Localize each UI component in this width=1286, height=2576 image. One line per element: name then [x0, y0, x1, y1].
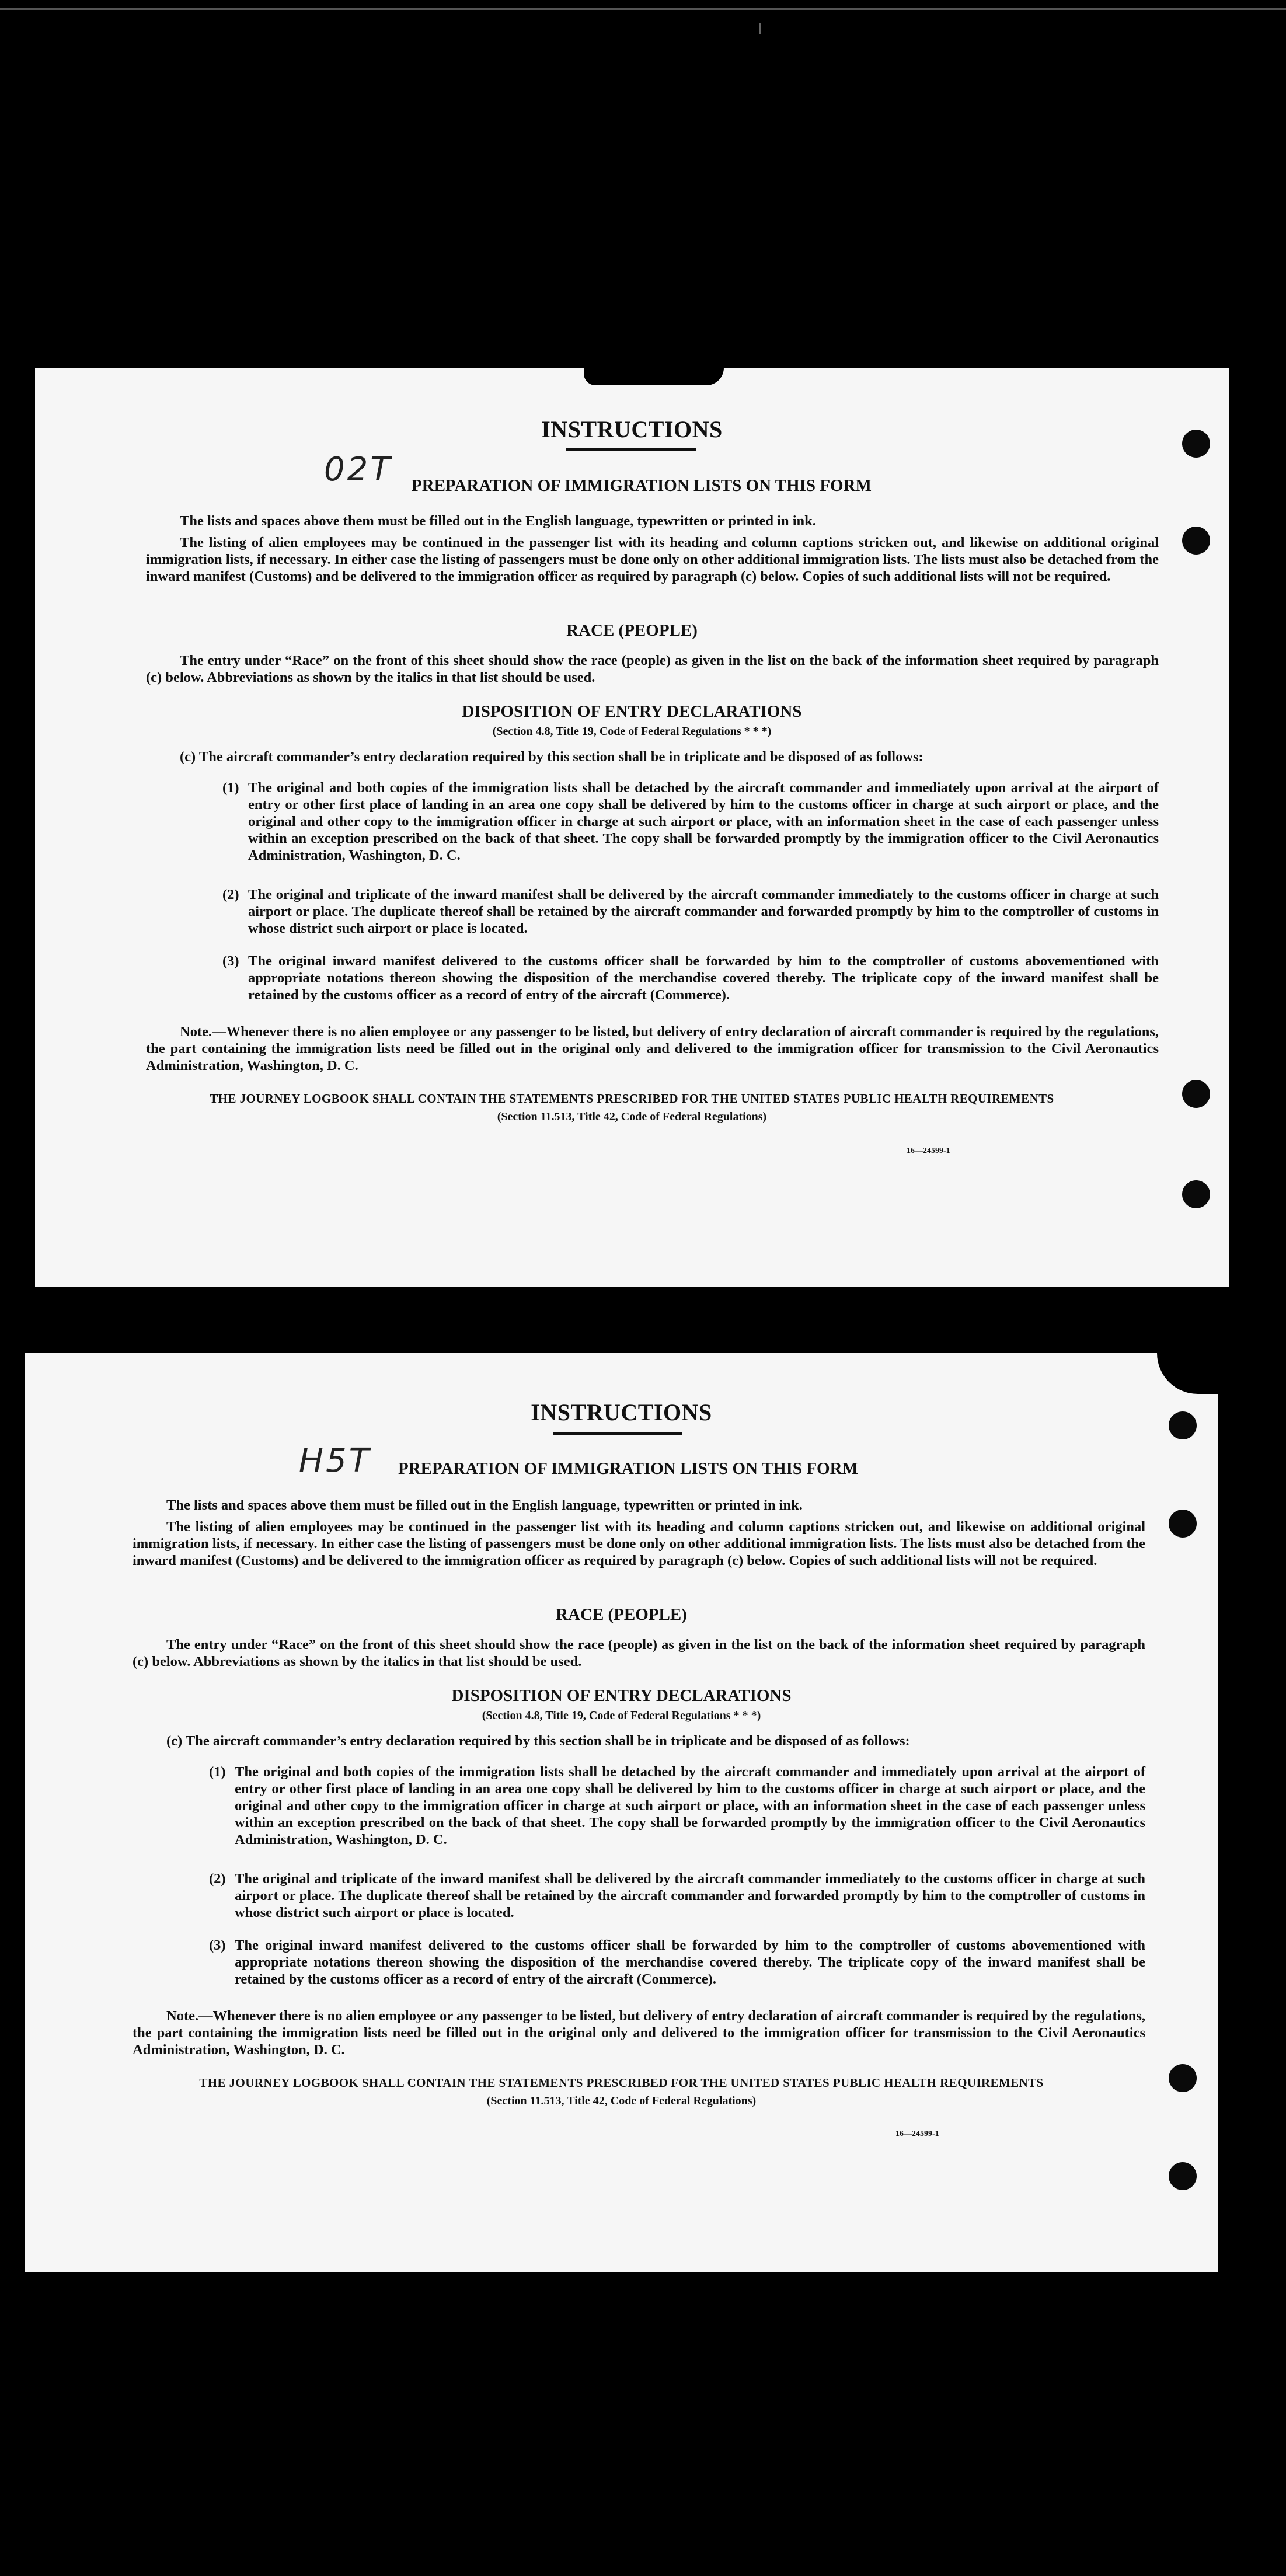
- instruction-sheet-top: [35, 368, 1229, 1287]
- regulation-citation: (Section 4.8, Title 19, Code of Federal Regulations * * *): [482, 1709, 761, 1722]
- section-heading-disposition: DISPOSITION OF ENTRY DECLARATIONS: [451, 1686, 792, 1705]
- list-item: [209, 1763, 1145, 1848]
- item-number: (3): [222, 953, 239, 969]
- item-number: (2): [209, 1871, 226, 1887]
- logbook-citation: (Section 11.513, Title 42, Code of Federal Regulations): [486, 2094, 757, 2107]
- section-heading-race: RACE (PEOPLE): [566, 621, 698, 640]
- list-item: [209, 1870, 1145, 1921]
- punch-hole: [1169, 2162, 1197, 2190]
- list-item: [222, 779, 1159, 864]
- list-item: [222, 953, 1159, 1003]
- item-text: The original and both copies of the immigration lists shall be detached by the aircraft commander and immediately upon arrival at the airport of entry or other first place of landing in an area one copy shall be delivered by him to the customs officer in charge at such airport or place, and the original and other copy to the immigration officer in charge at such airport or place, with an information sheet in the case of each passenger unless within an exception prescribed on the back of that sheet. The copy shall be forwarded promptly by the immigration officer to the Civil Aeronautics Administration, Washington, D. C.: [248, 780, 1159, 863]
- punch-hole: [1169, 1510, 1197, 1538]
- item-number: (1): [209, 1764, 226, 1780]
- section-heading-preparation: PREPARATION OF IMMIGRATION LISTS ON THIS FORM: [398, 1459, 858, 1478]
- paragraph-c-intro: (c) The aircraft commander’s entry declaration required by this section shall be in triplicate and be disposed of as follows:: [180, 749, 923, 765]
- section-heading-race: RACE (PEOPLE): [556, 1605, 687, 1624]
- paragraph-alien-employees: The listing of alien employees may be continued in the passenger list with its heading and column captions stricken out, and likewise on additional original immigration lists, if necessary. In either case the listing of passengers must be done only on other additional immigration lists. The lists must also be detached from the inward manifest (Customs) and be delivered to the immigration officer as required by paragraph (c) below. Copies of such additional lists will not be required.: [133, 1519, 1145, 1568]
- item-text: The original and triplicate of the inward manifest shall be delivered by the aircraft commander immediately to the customs officer in charge at such airport or place. The duplicate thereof shall be retained by the aircraft commander and forwarded promptly by him to the comptroller of customs in whose district such airport or place is located.: [235, 1871, 1145, 1920]
- paragraph-lists: The lists and spaces above them must be filled out in the English language, typewritten or printed in ink.: [180, 513, 816, 529]
- paragraph-alien-employees: The listing of alien employees may be continued in the passenger list with its heading and column captions stricken out, and likewise on additional original immigration lists, if necessary. In either case the listing of passengers must be done only on other additional immigration lists. The lists must also be detached from the inward manifest (Customs) and be delivered to the immigration officer as required by paragraph (c) below. Copies of such additional lists will not be required.: [146, 535, 1159, 584]
- logbook-statement: THE JOURNEY LOGBOOK SHALL CONTAIN THE STATEMENTS PRESCRIBED FOR THE UNITED STATES PUBLIC HEALTH REQUIREMENTS: [210, 1092, 1054, 1106]
- logbook-citation: (Section 11.513, Title 42, Code of Federal Regulations): [497, 1110, 767, 1123]
- item-text: The original and both copies of the immigration lists shall be detached by the aircraft commander and immediately upon arrival at the airport of entry or other first place of landing in an area one copy shall be delivered by him to the customs officer in charge at such airport or place, and the original and other copy to the immigration officer in charge at such airport or place, with an information sheet in the case of each passenger unless within an exception prescribed on the back of that sheet. The copy shall be forwarded promptly by the immigration officer to the Civil Aeronautics Administration, Washington, D. C.: [235, 1764, 1145, 1848]
- section-heading-disposition: DISPOSITION OF ENTRY DECLARATIONS: [462, 702, 802, 721]
- list-item: [209, 1937, 1145, 1988]
- paragraph-race: The entry under “Race” on the front of this sheet should show the race (people) as given in the list on the back of the information sheet required by paragraph (c) below. Abbreviations as shown by the italics in that list should be used.: [133, 1637, 1145, 1669]
- section-heading-preparation: PREPARATION OF IMMIGRATION LISTS ON THIS FORM: [412, 476, 872, 495]
- paragraph-c-intro: (c) The aircraft commander’s entry declaration required by this section shall be in triplicate and be disposed of as follows:: [166, 1733, 910, 1749]
- item-number: (1): [222, 780, 239, 796]
- logbook-statement: THE JOURNEY LOGBOOK SHALL CONTAIN THE STATEMENTS PRESCRIBED FOR THE UNITED STATES PUBLIC HEALTH REQUIREMENTS: [199, 2076, 1044, 2090]
- torn-edge: [584, 368, 724, 385]
- form-number: 16—24599-1: [907, 1146, 950, 1155]
- paragraph-note: Note.—Whenever there is no alien employee or any passenger to be listed, but delivery of entry declaration of aircraft commander is required by the regulations, the part containing the immigration lists need be filled out in the original only and delivered to the immigration officer for transmission to the Civil Aeronautics Administration, Washington, D. C.: [133, 2008, 1145, 2058]
- paragraph-lists: The lists and spaces above them must be filled out in the English language, typewritten or printed in ink.: [166, 1497, 803, 1513]
- scanner-top-rule: [0, 8, 1286, 10]
- regulation-citation: (Section 4.8, Title 19, Code of Federal Regulations * * *): [492, 725, 772, 738]
- page-title: INSTRUCTIONS: [531, 1399, 712, 1425]
- torn-corner: [1157, 1353, 1218, 1394]
- item-number: (2): [222, 887, 239, 902]
- item-number: (3): [209, 1937, 226, 1953]
- title-underline: [553, 1432, 682, 1435]
- item-text: The original and triplicate of the inward manifest shall be delivered by the aircraft commander immediately to the customs officer in charge at such airport or place. The duplicate thereof shall be retained by the aircraft commander and forwarded promptly by him to the comptroller of customs in whose district such airport or place is located.: [248, 887, 1159, 936]
- scanner-speck: [759, 23, 761, 34]
- punch-hole: [1182, 1180, 1210, 1208]
- page-title: INSTRUCTIONS: [541, 416, 723, 442]
- form-number: 16—24599-1: [895, 2129, 939, 2138]
- handwritten-mark: H5T: [299, 1442, 371, 1480]
- punch-hole: [1182, 527, 1210, 555]
- title-underline: [566, 448, 696, 451]
- scanner-top-border: [0, 0, 1286, 257]
- paragraph-race: The entry under “Race” on the front of this sheet should show the race (people) as given in the list on the back of the information sheet required by paragraph (c) below. Abbreviations as shown by the italics in that list should be used.: [146, 653, 1159, 685]
- handwritten-mark: 02T: [324, 451, 393, 489]
- instruction-sheet-bottom: [25, 1353, 1218, 2272]
- item-text: The original inward manifest delivered to the customs officer shall be forwarded by him to the comptroller of customs abovementioned with appropriate notations thereon showing the disposition of the merchandise covered thereby. The triplicate copy of the inward manifest shall be retained by the customs officer as a record of entry of the aircraft (Commerce).: [235, 1937, 1145, 1987]
- list-item: [222, 886, 1159, 937]
- paragraph-note: Note.—Whenever there is no alien employee or any passenger to be listed, but delivery of entry declaration of aircraft commander is required by the regulations, the part containing the immigration lists need be filled out in the original only and delivered to the immigration officer for transmission to the Civil Aeronautics Administration, Washington, D. C.: [146, 1024, 1159, 1073]
- item-text: The original inward manifest delivered to the customs officer shall be forwarded by him to the comptroller of customs abovementioned with appropriate notations thereon showing the disposition of the merchandise covered thereby. The triplicate copy of the inward manifest shall be retained by the customs officer as a record of entry of the aircraft (Commerce).: [248, 953, 1159, 1003]
